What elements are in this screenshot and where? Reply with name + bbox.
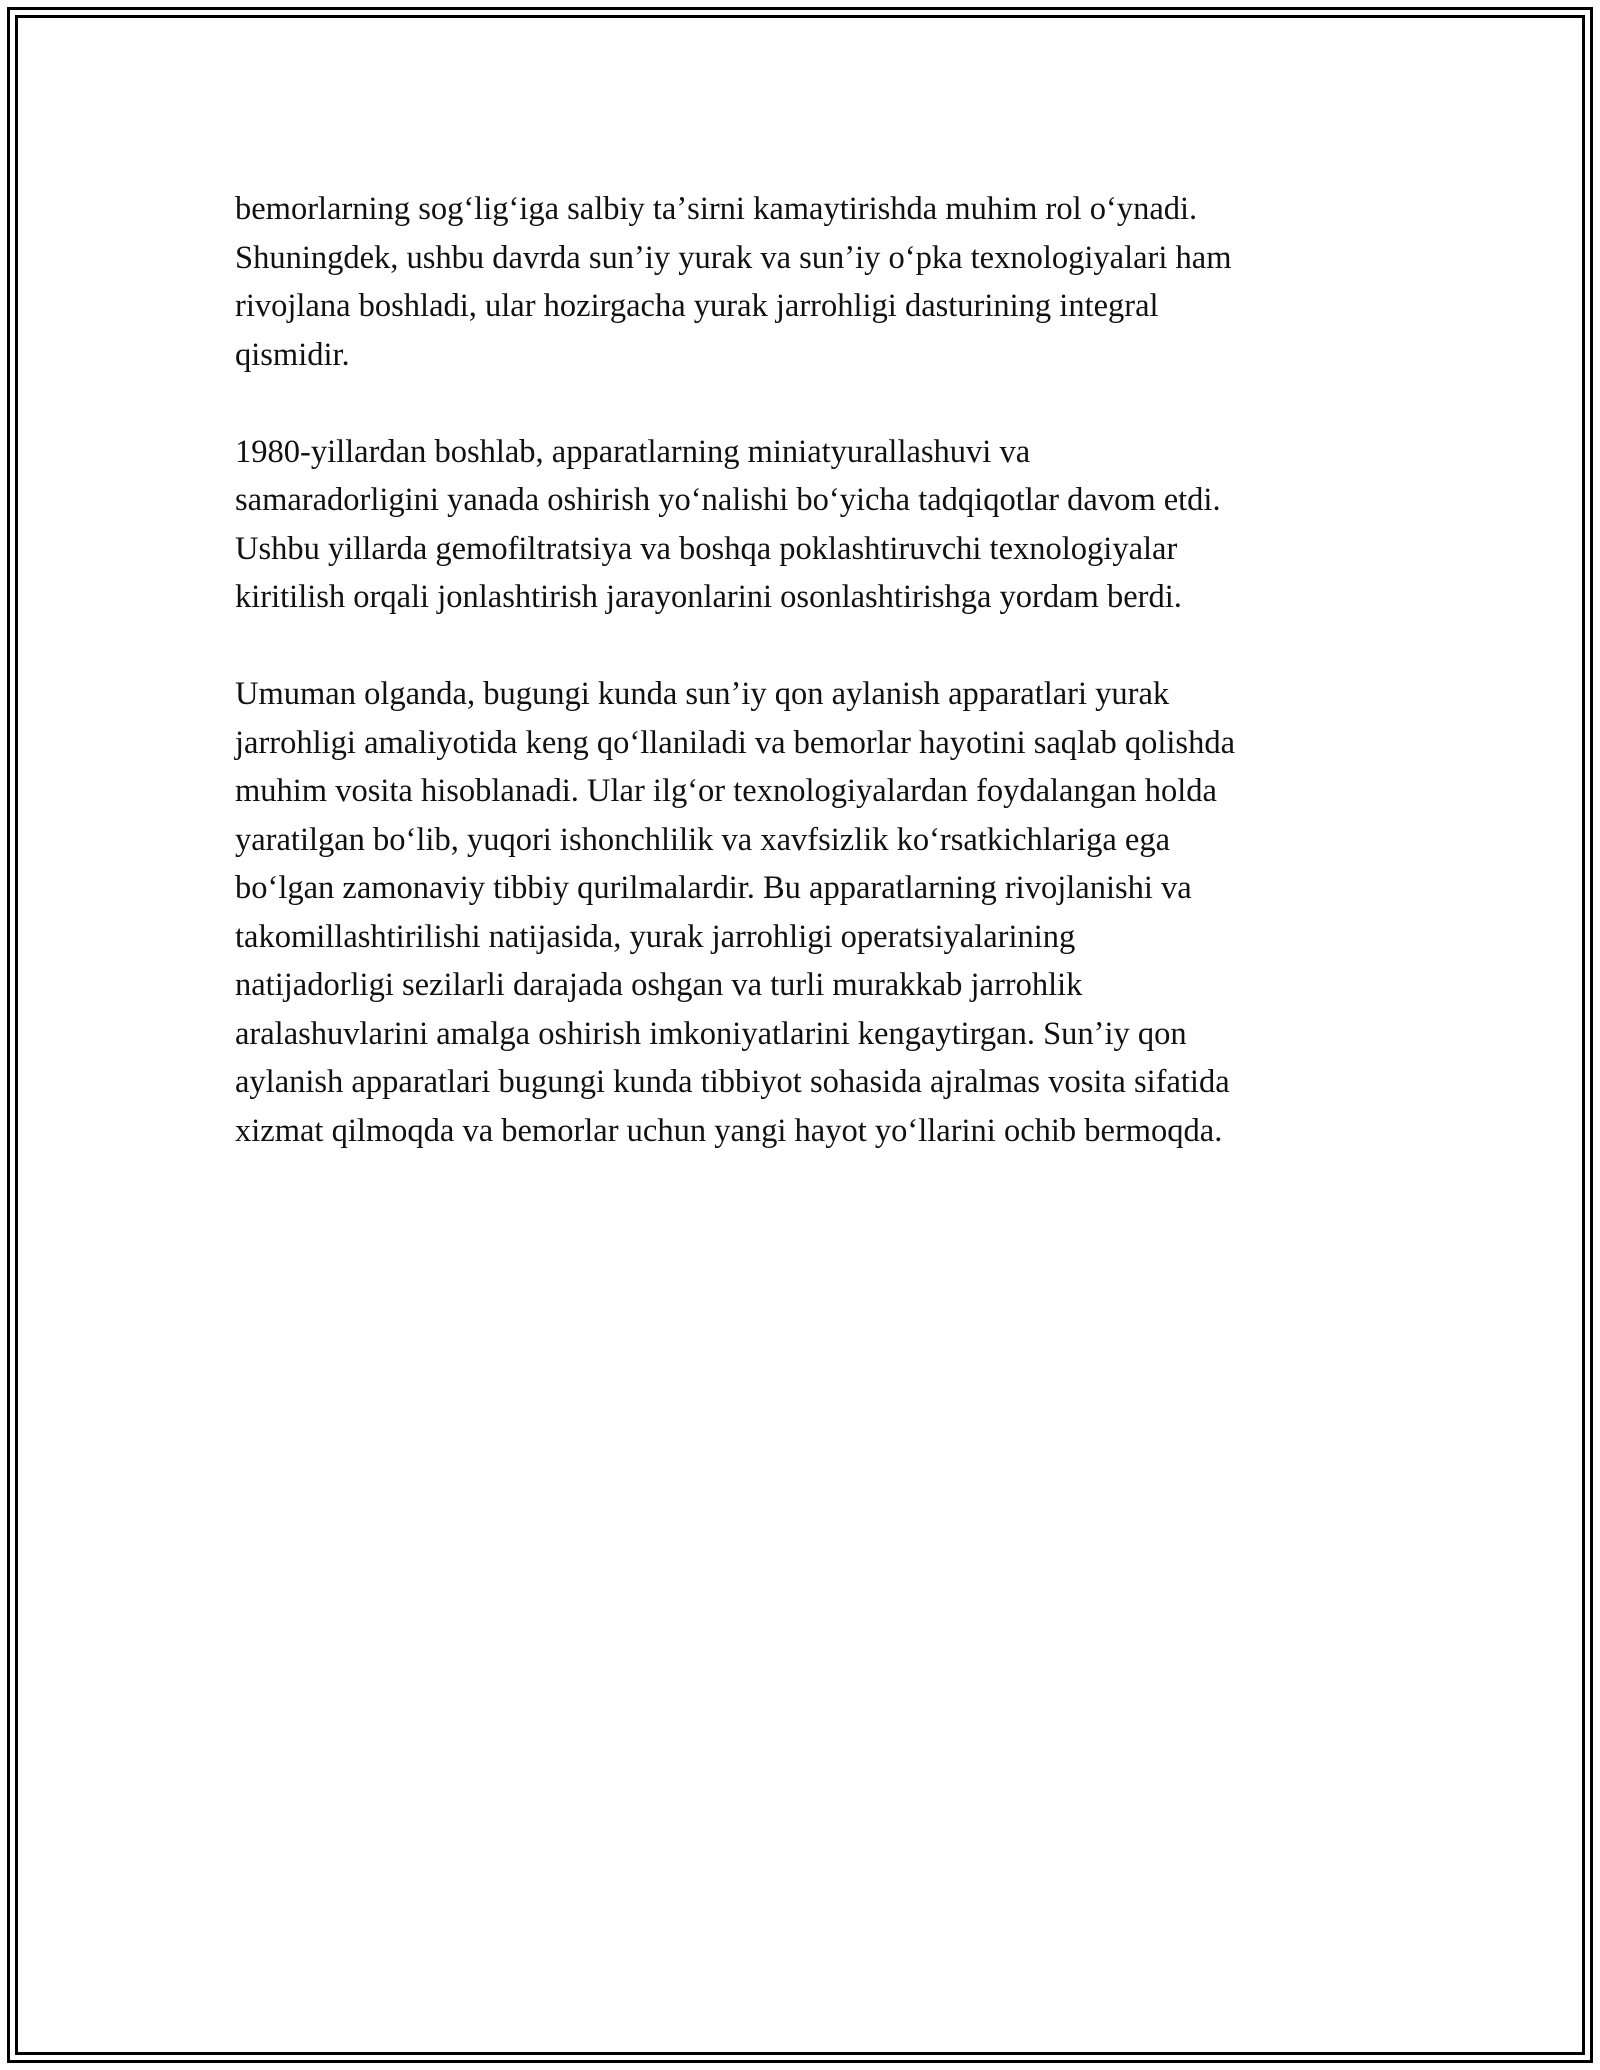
document-body — [235, 185, 1395, 1155]
text-line: takomillashtirilishi natijasida, yurak jarrohligi operatsiyalarining — [235, 918, 1076, 955]
text-line: xizmat qilmoqda va bemorlar uchun yangi hayot yoʻllarini ochib bermoqda. — [235, 1112, 1223, 1149]
text-line: natijadorligi sezilarli darajada oshgan va turli murakkab jarrohlik — [235, 967, 1083, 1003]
text-line: aylanish apparatlari bugungi kunda tibbiyot sohasida ajralmas vosita sifatida — [235, 1064, 1230, 1100]
text-line: Umuman olganda, bugungi kunda sunʼiy qon aylanish apparatlari yurak — [235, 676, 1170, 712]
text-line: qismidir. — [235, 336, 350, 373]
text-line: muhim vosita hisoblanadi. Ular ilgʻor texnologiyalardan foydalangan holda — [235, 773, 1217, 809]
text-line: yaratilgan boʻlib, yuqori ishonchlilik va xavfsizlik koʻrsatkichlariga ega — [235, 821, 1171, 858]
text-line: boʻlgan zamonaviy tibbiy qurilmalardir. Bu apparatlarning rivojlanishi va — [235, 870, 1192, 906]
text-line: rivojlana boshladi, ular hozirgacha yurak jarrohligi dasturining integral — [235, 288, 1159, 324]
paragraph-3 — [235, 670, 1395, 1155]
text-line: bemorlarning sogʻligʻiga salbiy taʼsirni kamaytirishda muhim rol oʻynadi. — [235, 191, 1198, 227]
text-line: aralashuvlarini amalga oshirish imkoniyatlarini kengaytirgan. Sunʼiy qon — [235, 1015, 1187, 1052]
text-line: samaradorligini yanada oshirish yoʻnalishi boʻyicha tadqiqotlar davom etdi. — [235, 482, 1221, 518]
paragraph-1 — [235, 185, 1395, 379]
text-line: 1980-yillardan boshlab, apparatlarning miniatyurallashuvi va — [235, 433, 1031, 470]
text-line: Ushbu yillarda gemofiltratsiya va boshqa poklashtiruvchi texnologiyalar — [235, 530, 1178, 567]
text-line: Shuningdek, ushbu davrda sunʼiy yurak va sunʼiy oʻpka texnologiyalari ham — [235, 239, 1232, 276]
text-line: jarrohligi amaliyotida keng qoʻllaniladi va bemorlar hayotini saqlab qolishda — [235, 724, 1236, 761]
paragraph-2 — [235, 428, 1395, 622]
text-line: kiritilish orqali jonlashtirish jarayonlarini osonlashtirishga yordam berdi. — [235, 579, 1182, 615]
